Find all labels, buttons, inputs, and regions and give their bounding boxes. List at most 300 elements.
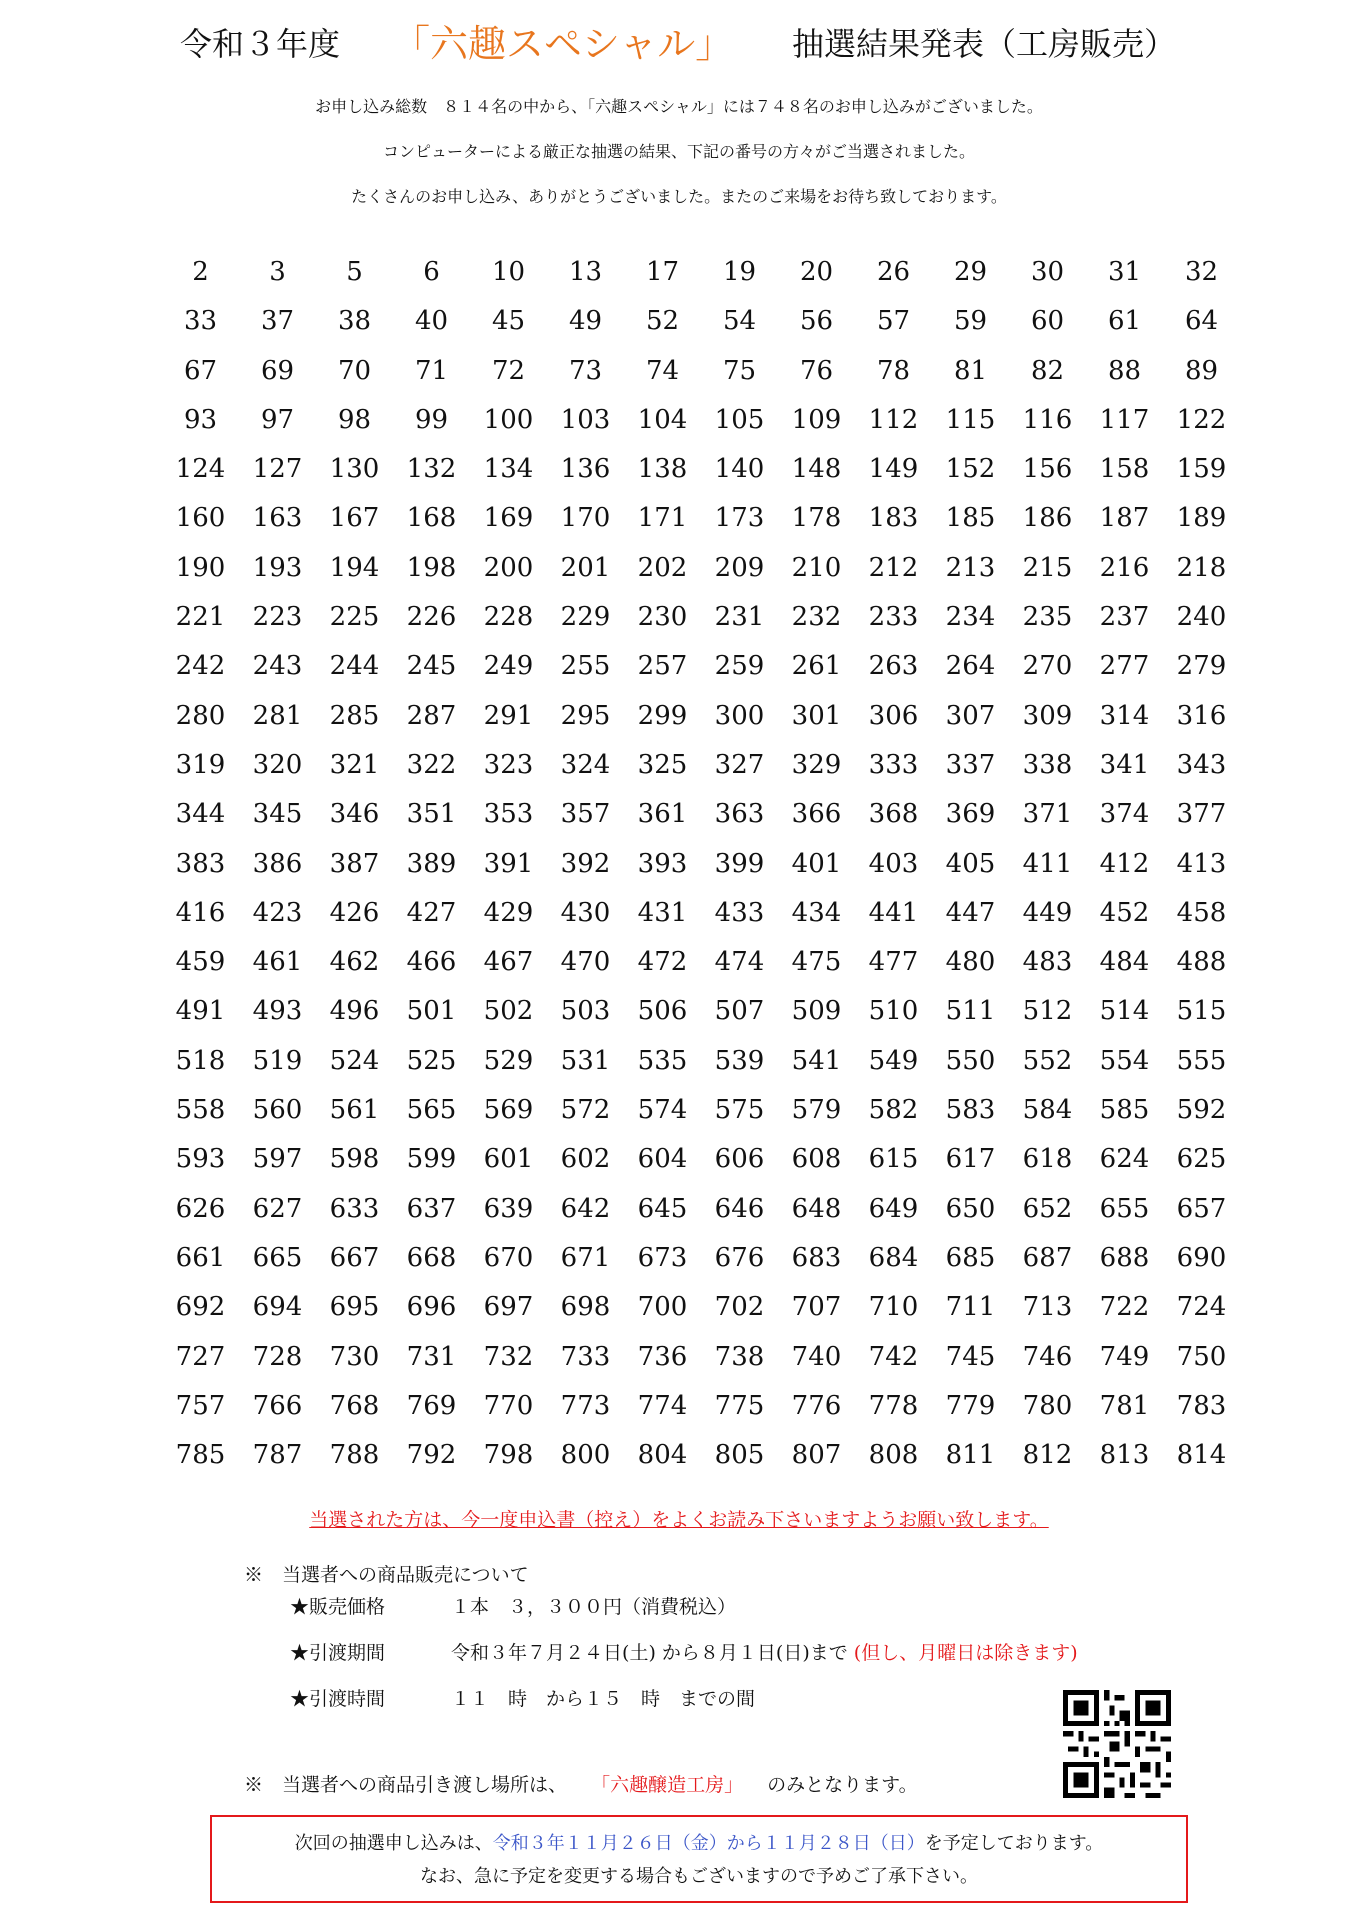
winning-number: 645 [637,1193,688,1224]
winning-number: 327 [714,749,765,780]
winning-number: 277 [1099,651,1150,682]
winning-number: 392 [560,848,611,879]
winning-number: 518 [175,1045,226,1076]
winning-number: 807 [791,1440,842,1471]
winning-number: 281 [252,700,303,731]
winning-number: 215 [1022,552,1073,583]
winning-number: 655 [1099,1193,1150,1224]
winning-number: 560 [252,1095,303,1126]
winning-number: 279 [1176,651,1227,682]
winning-number: 668 [406,1242,457,1273]
winning-number: 484 [1099,947,1150,978]
winning-number: 503 [560,996,611,1027]
winning-number: 569 [483,1095,534,1126]
winning-number: 59 [953,306,988,337]
winning-number: 501 [406,996,457,1027]
winning-number: 593 [175,1144,226,1175]
winning-number: 813 [1099,1440,1150,1471]
winning-number: 514 [1099,996,1150,1027]
next-suffix: を予定しております。 [924,1833,1104,1854]
winning-number: 431 [637,897,688,928]
winning-number: 670 [483,1242,534,1273]
winning-number: 314 [1099,700,1150,731]
winning-number: 369 [945,799,996,830]
winning-number: 31 [1107,257,1142,287]
winning-number: 696 [406,1292,457,1323]
winning-number: 104 [637,404,688,435]
winning-number: 244 [329,651,380,682]
winning-number: 740 [791,1341,842,1372]
location-suffix: のみとなります。 [767,1774,918,1796]
winning-number: 323 [483,749,534,780]
winning-number: 525 [406,1045,457,1076]
winning-number: 770 [483,1390,534,1421]
winning-number: 115 [945,404,996,435]
winning-number: 345 [252,799,303,830]
winning-number: 606 [714,1144,765,1175]
winning-number: 447 [945,897,996,928]
winning-number: 333 [868,749,919,780]
winning-number: 805 [714,1440,765,1471]
winning-number: 430 [560,897,611,928]
title-suffix: 抽選結果発表（工房販売） [792,25,1177,63]
winning-number: 57 [876,306,911,337]
winning-number: 599 [406,1144,457,1175]
winning-number: 749 [1099,1341,1150,1372]
winning-number: 218 [1176,552,1227,583]
winning-number: 127 [252,454,303,485]
winning-number: 237 [1099,602,1150,633]
winning-number: 812 [1022,1440,1073,1471]
winning-number: 366 [791,799,842,830]
pickup-location [244,1770,918,1797]
winning-number: 167 [329,503,380,534]
title-prefix: 令和３年度 [180,25,341,63]
winning-number: 411 [1022,848,1073,879]
winning-number: 226 [406,602,457,633]
winning-number: 243 [252,651,303,682]
winning-number: 572 [560,1095,611,1126]
winning-number: 574 [637,1095,688,1126]
winning-number: 112 [868,404,919,435]
winning-number: 697 [483,1292,534,1323]
winning-number: 363 [714,799,765,830]
winning-number: 778 [868,1390,919,1421]
winning-number: 690 [1176,1242,1227,1273]
winning-number: 399 [714,848,765,879]
winning-number: 391 [483,848,534,879]
winning-number: 529 [483,1045,534,1076]
winning-number: 38 [337,306,372,337]
winning-number: 351 [406,799,457,830]
winning-number: 637 [406,1193,457,1224]
winning-number: 263 [868,651,919,682]
winning-number: 187 [1099,503,1150,534]
winning-number: 474 [714,947,765,978]
winning-number: 780 [1022,1390,1073,1421]
winning-number: 148 [791,454,842,485]
winning-number: 506 [637,996,688,1027]
winning-number: 97 [260,404,295,435]
winning-number: 646 [714,1193,765,1224]
winning-number: 149 [868,454,919,485]
winning-number: 307 [945,700,996,731]
winning-number: 285 [329,700,380,731]
period-value: 令和３年７月２４日(土) から８月１日(日)まで [451,1642,848,1664]
winning-number: 579 [791,1095,842,1126]
winning-number: 649 [868,1193,919,1224]
winning-number: 650 [945,1193,996,1224]
winning-number: 105 [714,404,765,435]
price-row [290,1592,736,1622]
winning-number: 661 [175,1242,226,1273]
winning-number: 389 [406,848,457,879]
winning-number: 257 [637,651,688,682]
time-label: ★引渡時間 [290,1688,386,1710]
intro-line: たくさんのお申し込み、ありがとうございました。またのご来場をお待ち致しております。 [351,187,1007,206]
winning-number: 804 [637,1440,688,1471]
winning-number: 98 [337,404,372,435]
winning-number: 88 [1107,355,1142,386]
winning-number: 353 [483,799,534,830]
winning-number: 71 [414,355,449,386]
winning-number: 657 [1176,1193,1227,1224]
winning-number: 202 [637,552,688,583]
winning-number: 491 [175,996,226,1027]
winning-number: 601 [483,1144,534,1175]
winning-number: 242 [175,651,226,682]
winning-number: 225 [329,602,380,633]
winning-number: 449 [1022,897,1073,928]
winning-number: 452 [1099,897,1150,928]
winning-number: 216 [1099,552,1150,583]
winning-number: 814 [1176,1440,1227,1471]
winning-number: 299 [637,700,688,731]
winning-number: 692 [175,1292,226,1323]
winning-number: 685 [945,1242,996,1273]
winning-number: 665 [252,1242,303,1273]
winning-number: 683 [791,1242,842,1273]
winning-number: 134 [483,454,534,485]
winning-numbers-grid [162,248,1240,1480]
winning-number: 37 [260,306,295,337]
winning-number: 746 [1022,1341,1073,1372]
winning-number: 337 [945,749,996,780]
winning-number: 56 [799,306,834,337]
price-label: ★販売価格 [290,1596,386,1618]
winning-number: 170 [560,503,611,534]
winning-number: 301 [791,700,842,731]
winning-number: 800 [560,1440,611,1471]
winning-number: 19 [722,257,757,287]
winning-number: 234 [945,602,996,633]
winning-number: 624 [1099,1144,1150,1175]
winning-number: 295 [560,700,611,731]
winning-number: 736 [637,1341,688,1372]
intro-line: お申し込み総数 ８１４名の中から、「六趣スペシャル」には７４８名のお申し込みがございました。 [315,97,1043,116]
winning-number: 377 [1176,799,1227,830]
winning-number: 201 [560,552,611,583]
winning-number: 808 [868,1440,919,1471]
winning-number: 60 [1030,306,1065,337]
winning-number: 387 [329,848,380,879]
winning-number: 30 [1030,257,1065,287]
winning-number: 361 [637,799,688,830]
winning-number: 325 [637,749,688,780]
winning-number: 502 [483,996,534,1027]
winning-number: 73 [568,355,603,386]
winning-number: 200 [483,552,534,583]
winning-number: 604 [637,1144,688,1175]
winning-number: 72 [491,355,526,386]
winning-number: 535 [637,1045,688,1076]
period-note: (但し、月曜日は除きます) [853,1642,1078,1664]
winning-number: 193 [252,552,303,583]
winning-number: 742 [868,1341,919,1372]
winning-number: 738 [714,1341,765,1372]
winning-number: 598 [329,1144,380,1175]
winning-number: 229 [560,602,611,633]
winning-number: 213 [945,552,996,583]
price-value: １本 ３，３００円（消費税込） [451,1596,737,1618]
winning-number: 792 [406,1440,457,1471]
winning-number: 416 [175,897,226,928]
winning-number: 99 [414,404,449,435]
winning-number: 700 [637,1292,688,1323]
winning-number: 785 [175,1440,226,1471]
winning-number: 769 [406,1390,457,1421]
winning-number: 5 [346,257,363,287]
winning-number: 264 [945,651,996,682]
qr-code-icon[interactable] [1063,1690,1171,1798]
winning-number: 13 [568,257,603,287]
winning-number: 259 [714,651,765,682]
winning-number: 159 [1176,454,1227,485]
winning-number: 221 [175,602,226,633]
location-prefix: ※ 当選者への商品引き渡し場所は、 [244,1774,568,1796]
winning-number: 189 [1176,503,1227,534]
winning-number: 69 [260,355,295,386]
winning-number: 235 [1022,602,1073,633]
winning-number: 132 [406,454,457,485]
winning-number: 732 [483,1341,534,1372]
page-title [0,16,1358,72]
winning-number: 185 [945,503,996,534]
winning-number: 140 [714,454,765,485]
winning-number: 519 [252,1045,303,1076]
winning-number: 152 [945,454,996,485]
winning-number: 405 [945,848,996,879]
sales-heading: ※ 当選者への商品販売について [244,1564,529,1586]
winning-number: 774 [637,1390,688,1421]
winning-number: 597 [252,1144,303,1175]
winning-number: 510 [868,996,919,1027]
winning-number: 109 [791,404,842,435]
winning-number: 507 [714,996,765,1027]
winning-number: 255 [560,651,611,682]
winning-number: 100 [483,404,534,435]
winning-number: 194 [329,552,380,583]
winning-number: 617 [945,1144,996,1175]
reread-notice: 当選された方は、今一度申込書（控え）をよくお読み下さいますようお願い致します。 [309,1509,1049,1531]
winning-number: 343 [1176,749,1227,780]
winning-number: 676 [714,1242,765,1273]
winning-number: 787 [252,1440,303,1471]
winning-number: 171 [637,503,688,534]
winning-number: 338 [1022,749,1073,780]
winning-number: 555 [1176,1045,1227,1076]
winning-number: 496 [329,996,380,1027]
winning-number: 117 [1099,404,1150,435]
winning-number: 233 [868,602,919,633]
winning-number: 40 [414,306,449,337]
winning-number: 475 [791,947,842,978]
winning-number: 368 [868,799,919,830]
intro-text [0,92,1358,227]
time-row [290,1684,755,1714]
winning-number: 401 [791,848,842,879]
winning-number: 209 [714,552,765,583]
winning-number: 541 [791,1045,842,1076]
winning-number: 509 [791,996,842,1027]
winning-number: 618 [1022,1144,1073,1175]
winning-number: 531 [560,1045,611,1076]
intro-line: コンピューターによる厳正な抽選の結果、下記の番号の方々がご当選されました。 [382,142,975,161]
winning-number: 757 [175,1390,226,1421]
winning-number: 688 [1099,1242,1150,1273]
winning-number: 158 [1099,454,1150,485]
winning-number: 511 [945,996,996,1027]
winning-number: 608 [791,1144,842,1175]
winning-number: 76 [799,355,834,386]
winning-number: 766 [252,1390,303,1421]
winning-number: 583 [945,1095,996,1126]
winning-number: 26 [876,257,911,287]
winning-number: 480 [945,947,996,978]
winning-number: 346 [329,799,380,830]
winning-number: 291 [483,700,534,731]
winning-number: 2 [192,257,209,287]
winning-number: 458 [1176,897,1227,928]
winning-number: 466 [406,947,457,978]
winning-number: 173 [714,503,765,534]
winning-number: 78 [876,355,911,386]
next-prefix: 次回の抽選申し込みは、 [294,1833,493,1854]
winning-number: 633 [329,1193,380,1224]
winning-number: 788 [329,1440,380,1471]
winning-number: 461 [252,947,303,978]
winning-number: 198 [406,552,457,583]
winning-number: 240 [1176,602,1227,633]
winning-number: 228 [483,602,534,633]
winning-number: 477 [868,947,919,978]
winning-number: 470 [560,947,611,978]
winning-number: 711 [945,1292,996,1323]
winning-number: 687 [1022,1242,1073,1273]
winning-number: 698 [560,1292,611,1323]
winning-number: 116 [1022,404,1073,435]
time-value: １１ 時 から１５ 時 までの間 [451,1688,756,1710]
winning-number: 169 [483,503,534,534]
winning-number: 64 [1184,306,1219,337]
winning-number: 3 [269,257,286,287]
period-label: ★引渡期間 [290,1642,386,1664]
winning-number: 558 [175,1095,226,1126]
winning-number: 341 [1099,749,1150,780]
winning-number: 585 [1099,1095,1150,1126]
winning-number: 694 [252,1292,303,1323]
winning-number: 467 [483,947,534,978]
winning-number: 724 [1176,1292,1227,1323]
next-lottery-box [210,1815,1188,1903]
winning-number: 776 [791,1390,842,1421]
winning-number: 627 [252,1193,303,1224]
winning-number: 702 [714,1292,765,1323]
winning-number: 773 [560,1390,611,1421]
winning-number: 550 [945,1045,996,1076]
winning-number: 462 [329,947,380,978]
winning-number: 190 [175,552,226,583]
winning-number: 210 [791,552,842,583]
winning-number: 319 [175,749,226,780]
winning-number: 707 [791,1292,842,1323]
winning-number: 731 [406,1341,457,1372]
winning-number: 212 [868,552,919,583]
winning-number: 270 [1022,651,1073,682]
winning-number: 122 [1176,404,1227,435]
winning-number: 552 [1022,1045,1073,1076]
title-product-name: 「六趣スペシャル」 [392,22,734,66]
winning-number: 287 [406,700,457,731]
winning-number: 160 [175,503,226,534]
winning-number: 231 [714,602,765,633]
winning-number: 10 [491,257,526,287]
winning-number: 81 [953,355,988,386]
winning-number: 728 [252,1341,303,1372]
winning-number: 412 [1099,848,1150,879]
winning-number: 524 [329,1045,380,1076]
winning-number: 512 [1022,996,1073,1027]
winning-number: 136 [560,454,611,485]
winning-number: 710 [868,1292,919,1323]
winning-number: 320 [252,749,303,780]
winning-number: 29 [953,257,988,287]
winning-number: 652 [1022,1193,1073,1224]
winning-number: 423 [252,897,303,928]
winning-number: 374 [1099,799,1150,830]
winning-number: 483 [1022,947,1073,978]
winning-number: 775 [714,1390,765,1421]
winning-number: 70 [337,355,372,386]
winning-number: 67 [183,355,218,386]
winning-number: 280 [175,700,226,731]
winning-number: 32 [1184,257,1219,287]
winning-number: 413 [1176,848,1227,879]
winning-number: 324 [560,749,611,780]
winning-number: 156 [1022,454,1073,485]
winning-number: 561 [329,1095,380,1126]
winning-number: 642 [560,1193,611,1224]
winning-number: 733 [560,1341,611,1372]
winning-number: 74 [645,355,680,386]
winning-number: 811 [945,1440,996,1471]
winning-number: 383 [175,848,226,879]
winning-number: 130 [329,454,380,485]
winning-number: 249 [483,651,534,682]
winning-number: 138 [637,454,688,485]
winning-number: 426 [329,897,380,928]
winning-number: 309 [1022,700,1073,731]
